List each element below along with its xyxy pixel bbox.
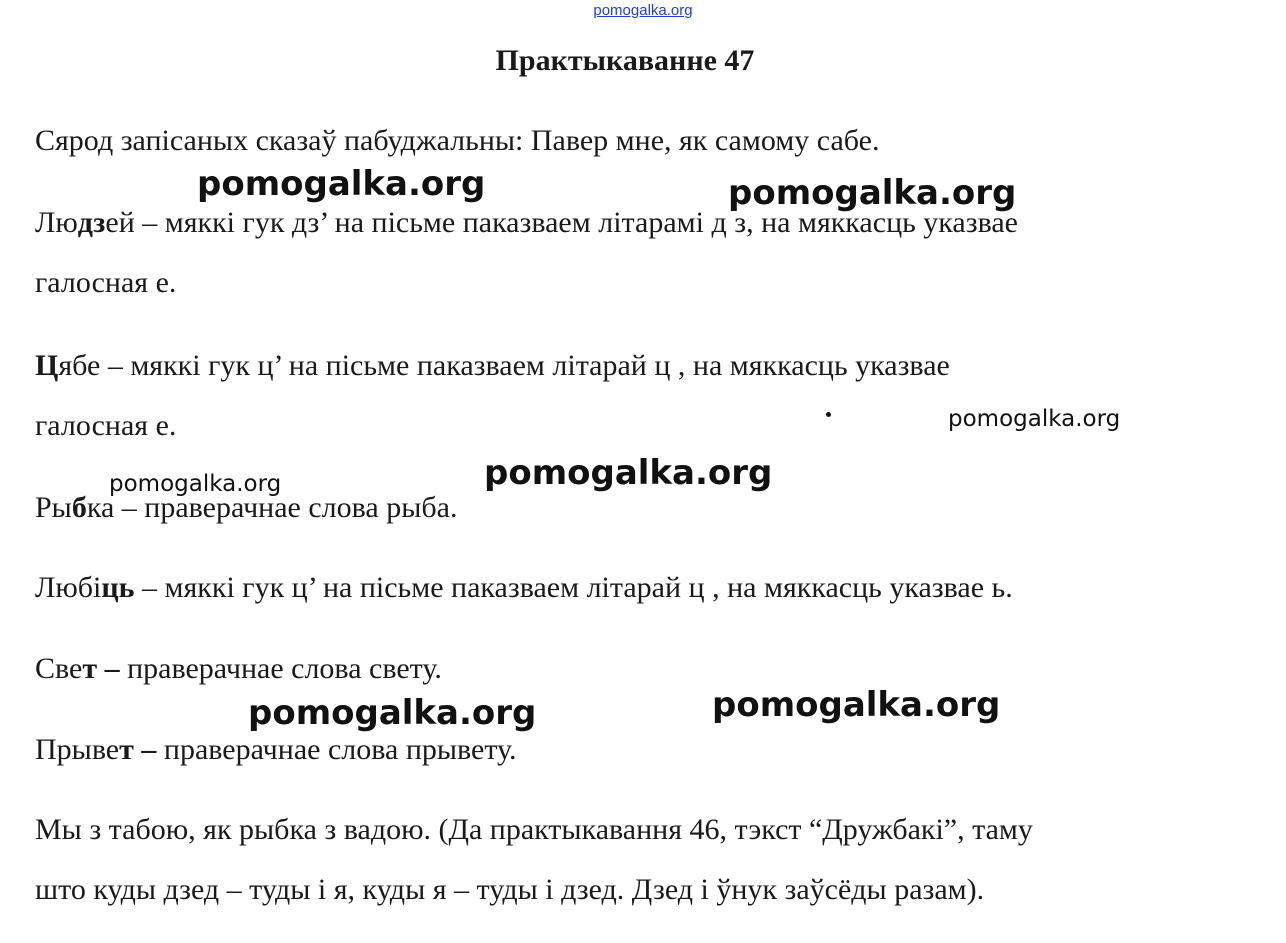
text-line-5: галосная е. (35, 409, 177, 442)
text-line-10: Мы з табою, як рыбка з вадою. (Да практыкавання 46, тэкст “Дружбакі”, таму (35, 813, 1033, 846)
text-run: ей – мяккі гук дз’ на пісьме паказваем літарамі д з, на мяккасць указвае (105, 206, 1018, 239)
text-run: Ры (35, 491, 72, 524)
top-site-link[interactable]: pomogalka.org (593, 2, 693, 19)
text-run: праверачнае слова свету. (119, 652, 442, 685)
stray-dot (826, 412, 831, 417)
watermark: pomogalka.org (484, 453, 773, 493)
highlight-letters: дз (77, 206, 106, 239)
text-run: – мяккі гук ц’ на пісьме паказваем літарай ц , на мяккасць указвае ь. (134, 571, 1013, 604)
highlight-letters: т – (119, 733, 157, 766)
watermark: pomogalka.org (948, 406, 1121, 432)
text-line-8 (35, 652, 442, 686)
watermark: pomogalka.org (197, 164, 486, 204)
text-run: Лю (35, 206, 78, 239)
highlight-letters: Ц (35, 349, 59, 382)
watermark: pomogalka.org (248, 693, 537, 733)
text-run: Любі (35, 571, 102, 604)
text-line-4 (35, 349, 950, 383)
watermark: pomogalka.org (109, 471, 282, 497)
text-run: Све (35, 652, 83, 685)
text-run: ябе – мяккі гук ц’ на пісьме паказваем літарай ц , на мяккасць указвае (58, 349, 950, 382)
text-line-3: галосная е. (35, 266, 177, 299)
text-line-9 (35, 733, 517, 767)
highlight-letters: ць (101, 571, 135, 604)
watermark: pomogalka.org (712, 685, 1001, 725)
text-line-11: што куды дзед – туды і я, куды я – туды і дзед. Дзед і ўнук заўсёды разам). (35, 873, 985, 906)
text-run: ка – праверачнае слова рыба. (86, 491, 458, 524)
highlight-letters: т – (82, 652, 120, 685)
watermark: pomogalka.org (728, 173, 1017, 213)
highlight-letters: б (71, 491, 87, 524)
text-run: Прыве (35, 733, 120, 766)
text-run: праверачнае слова прывету. (156, 733, 517, 766)
text-line-7 (35, 571, 1013, 605)
text-line-1: Сярод запісаных сказаў пабуджальны: Павер мне, як самому сабе. (35, 124, 880, 157)
page-title: Практыкаванне 47 (495, 44, 755, 77)
